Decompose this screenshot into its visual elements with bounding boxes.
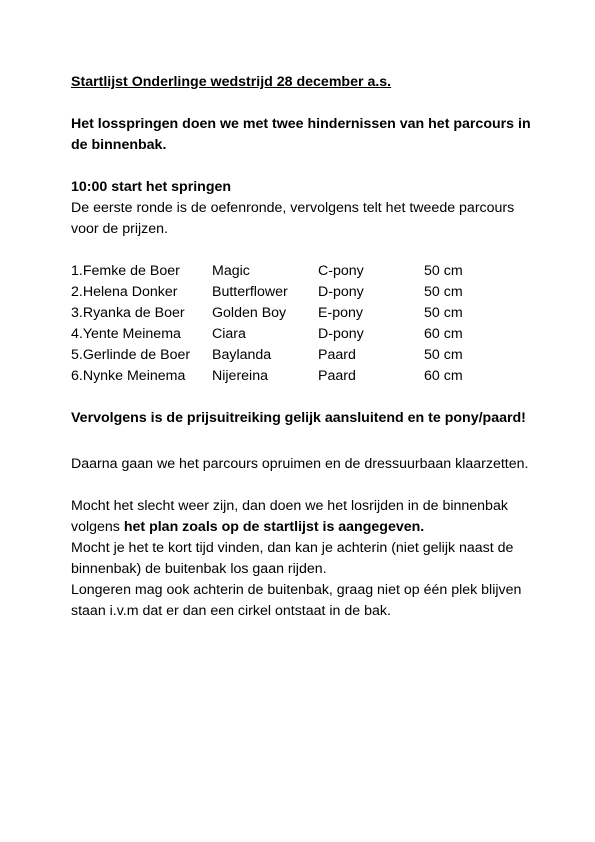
weather-emphasis: het plan zoals op de startlijst is aangegeven.: [123, 519, 425, 535]
height-cell: 50 cm: [424, 305, 463, 321]
rider-cell: 5.Gerlinde de Boer: [71, 347, 191, 363]
start-heading: 10:00 start het springen: [71, 179, 232, 195]
rider-cell: 6.Nynke Meinema: [71, 368, 186, 384]
prize-paragraph: Vervolgens is de prijsuitreiking gelijk aansluitend en te pony/paard!: [71, 410, 526, 426]
table-row: [71, 303, 484, 324]
startlist-body: [71, 261, 484, 387]
horse-cell: Magic: [212, 263, 250, 279]
class-cell: Paard: [318, 368, 356, 384]
horse-cell: Baylanda: [212, 347, 272, 363]
table-row: [71, 282, 484, 303]
horse-cell: Ciara: [212, 326, 246, 342]
height-cell: 50 cm: [424, 284, 463, 300]
horse-cell: Golden Boy: [212, 305, 287, 321]
rider-cell: 2.Helena Donker: [71, 284, 178, 300]
table-row: [71, 324, 484, 345]
table-row: [71, 345, 484, 366]
horse-cell: Nijereina: [212, 368, 268, 384]
table-row: [71, 366, 484, 387]
intro-paragraph: Het losspringen doen we met twee hindernissen van het parcours in de binnenbak.: [71, 116, 531, 153]
height-cell: 50 cm: [424, 263, 463, 279]
weather-paragraph: [71, 496, 541, 538]
class-cell: Paard: [318, 347, 356, 363]
height-cell: 60 cm: [424, 368, 463, 384]
lunge-paragraph: Longeren mag ook achterin de buitenbak, graag niet op één plek blijven staan i.v.m dat er dan een cirkel ontstaat in de bak.: [71, 582, 522, 619]
height-cell: 60 cm: [424, 326, 463, 342]
table-row: [71, 261, 484, 282]
document-title: Startlijst Onderlinge wedstrijd 28 december a.s.: [71, 74, 392, 90]
document-page: [71, 72, 541, 622]
rider-cell: 1.Femke de Boer: [71, 263, 180, 279]
short-time-paragraph: Mocht je het te kort tijd vinden, dan kan je achterin (niet gelijk naast de binnenbak) de buitenbak los gaan rijden.: [71, 540, 514, 577]
start-paragraph: De eerste ronde is de oefenronde, vervolgens telt het tweede parcours voor de prijzen.: [71, 200, 515, 237]
cleanup-paragraph: Daarna gaan we het parcours opruimen en de dressuurbaan klaarzetten.: [71, 456, 529, 472]
weather-text: Mocht het slecht weer zijn, dan doen we het losrijden in de binnenbak volgens: [71, 498, 508, 535]
class-cell: E-pony: [318, 305, 363, 321]
class-cell: C-pony: [318, 263, 364, 279]
height-cell: 50 cm: [424, 347, 463, 363]
startlist-table: [71, 261, 484, 387]
rider-cell: 4.Yente Meinema: [71, 326, 181, 342]
horse-cell: Butterflower: [212, 284, 288, 300]
class-cell: D-pony: [318, 326, 364, 342]
rider-cell: 3.Ryanka de Boer: [71, 305, 185, 321]
class-cell: D-pony: [318, 284, 364, 300]
